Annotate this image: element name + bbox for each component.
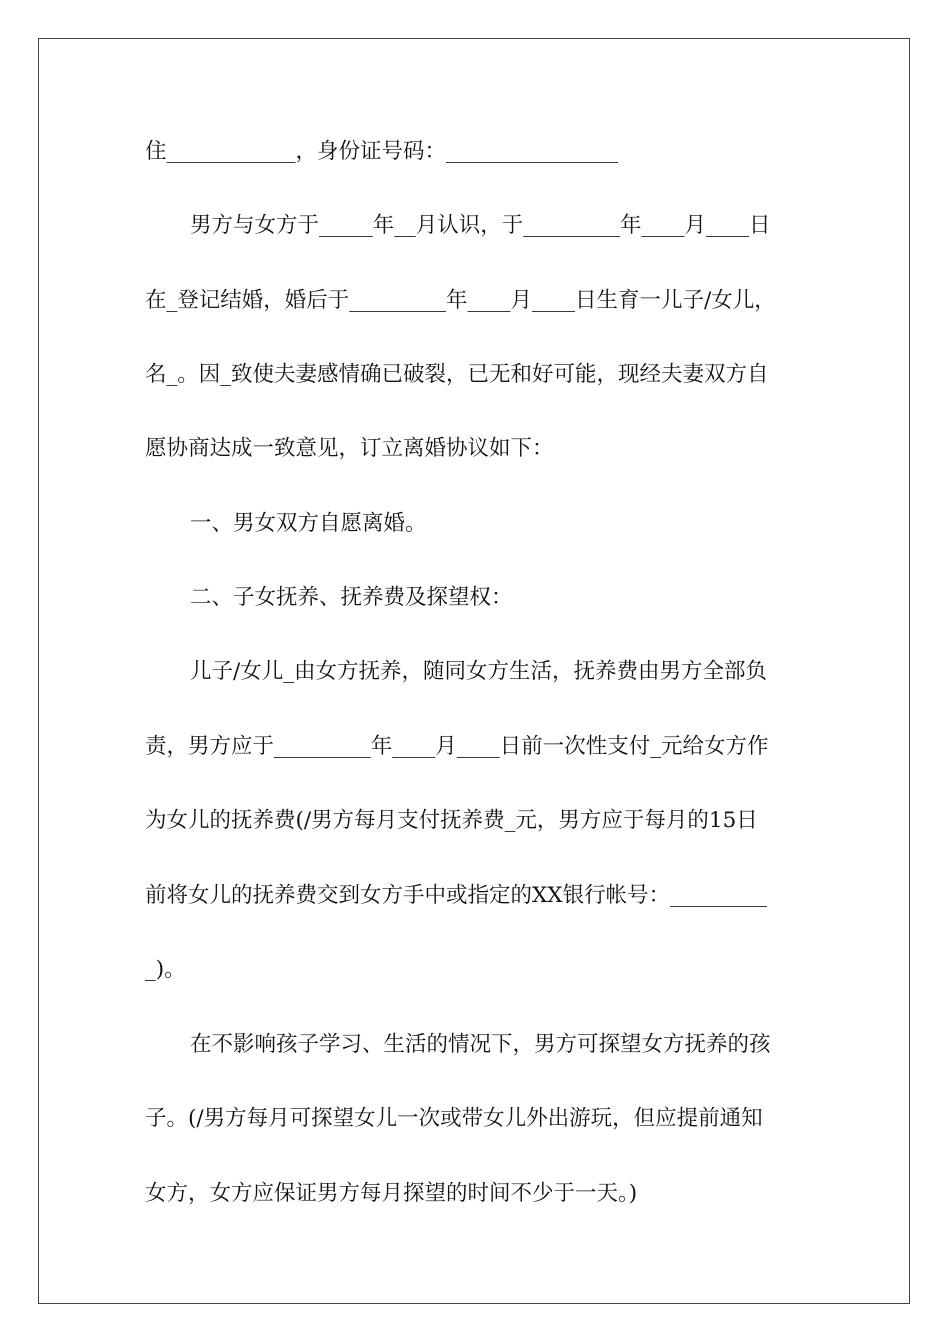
clause-heading-2: 二、子女抚养、抚养费及探望权： (190, 585, 513, 610)
paragraph-line: 子。(/男方每月可探望女儿一次或带女儿外出游玩，但应提前通知 (145, 1106, 763, 1131)
paragraph-line: _)。 (145, 957, 186, 982)
clause-heading-1: 一、男女双方自愿离婚。 (190, 511, 427, 536)
address-id-line: 住____________，身份证号码：________________ (145, 139, 619, 164)
paragraph-line: 为女儿的抚养费(/男方每月支付抚养费_元，男方应于每月的15日 (145, 808, 758, 833)
paragraph-line: 在_登记结婚，婚后于_________年____月____日生育一儿子/女儿， (145, 288, 776, 313)
paragraph-line: 在不影响孩子学习、生活的情况下，男方可探望女方抚养的孩 (190, 1032, 771, 1057)
paragraph-line: 前将女儿的抚养费交到女方手中或指定的XX银行帐号：_________ (145, 883, 767, 908)
paragraph-line: 男方与女方于_____年__月认识，于_________年____月____日 (190, 213, 771, 238)
paragraph-line: 女方，女方应保证男方每月探望的时间不少于一天。) (145, 1181, 638, 1206)
paragraph-line: 名_。因_致使夫妻感情确已破裂，已无和好可能，现经夫妻双方自 (145, 362, 769, 387)
paragraph-line: 愿协商达成一致意见，订立离婚协议如下： (145, 436, 554, 461)
paragraph-line: 儿子/女儿_由女方抚养，随同女方生活，抚养费由男方全部负 (190, 659, 767, 684)
paragraph-line: 责，男方应于_________年____月____日前一次性支付_元给女方作 (145, 734, 769, 759)
